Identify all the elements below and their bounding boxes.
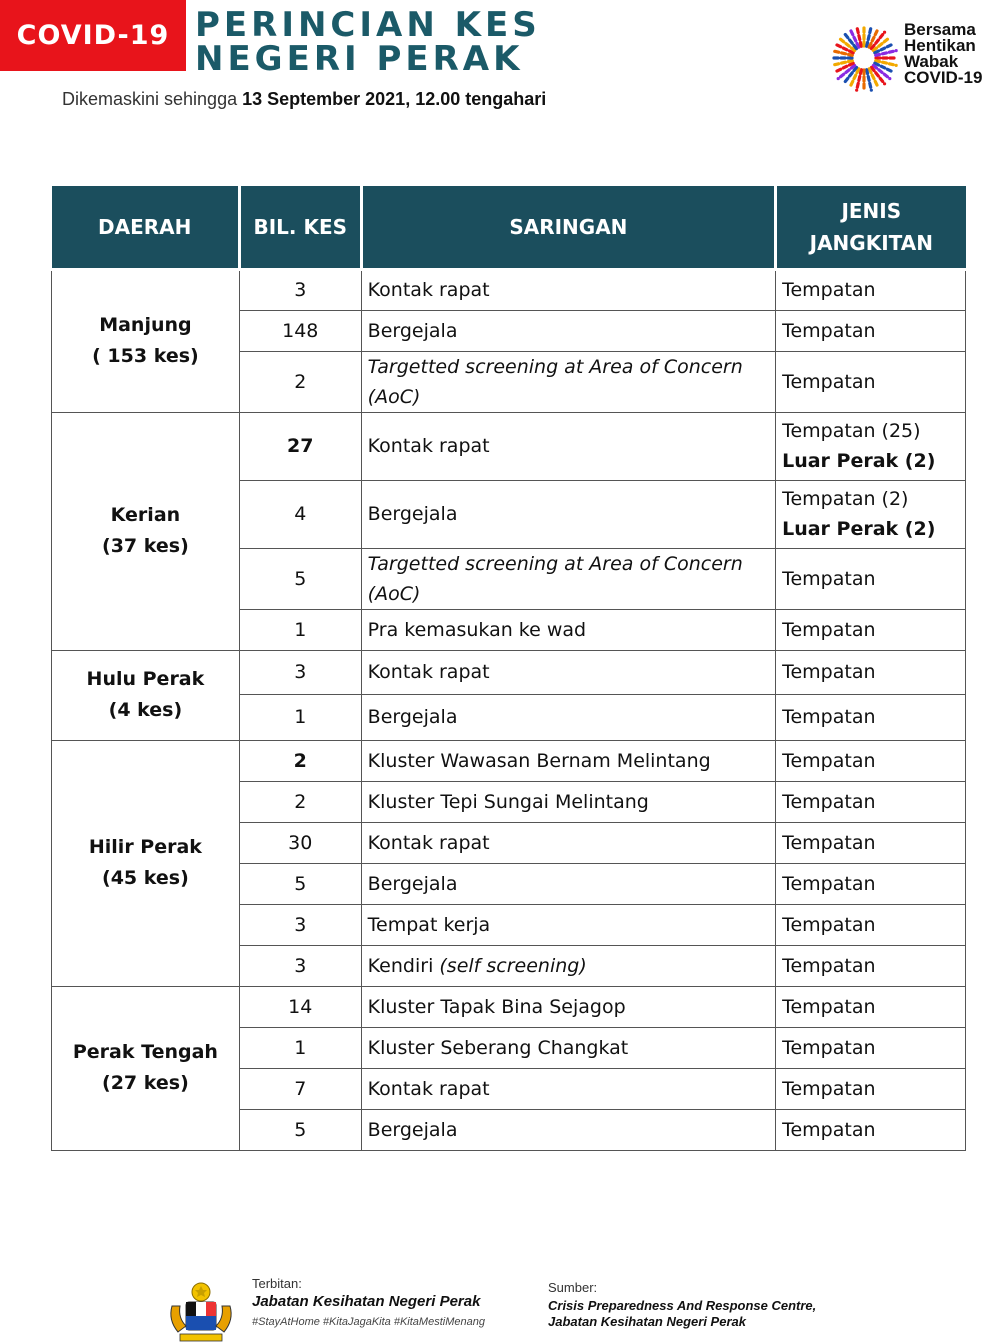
published-label: Terbitan: [252, 1276, 302, 1291]
campaign-logo [828, 18, 998, 98]
screening-type: Kontak rapat [361, 650, 775, 694]
infection-type: Tempatan [776, 269, 966, 310]
footer [0, 1268, 1008, 1344]
screening-type: Bergejala [361, 863, 775, 904]
infection-type: Tempatan [776, 822, 966, 863]
updated-prefix: Dikemaskini sehingga [62, 89, 243, 109]
page-title [195, 5, 541, 79]
logo-line-4: COVID-19 [904, 68, 983, 87]
infection-local: Tempatan (2) [782, 488, 909, 510]
district-name: Hilir Perak [88, 836, 202, 858]
case-count: 1 [239, 1027, 361, 1068]
sunburst-logo-icon [828, 18, 900, 98]
source-label: Sumber: [548, 1280, 598, 1295]
updated-date: 13 September 2021, 12.00 tengahari [242, 89, 547, 109]
case-count: 2 [239, 740, 361, 781]
infection-type: Tempatan [776, 740, 966, 781]
screening-type: Kluster Seberang Changkat [361, 1027, 775, 1068]
screening-text: Targetted screening at Area of Concern (AoC) [367, 355, 743, 408]
infection-local: Tempatan (25) [782, 420, 921, 442]
screening-type: Kluster Tapak Bina Sejagop [361, 986, 775, 1027]
case-count: 2 [239, 781, 361, 822]
case-count: 14 [239, 986, 361, 1027]
district-name: Perak Tengah [72, 1041, 218, 1063]
table-row [52, 986, 966, 1027]
case-count: 3 [239, 945, 361, 986]
screening-type: Pra kemasukan ke wad [361, 609, 775, 650]
screening-type: Kontak rapat [361, 412, 775, 480]
case-count: 3 [239, 650, 361, 694]
title-line-2: NEGERI PERAK [195, 39, 524, 79]
infection-type: Tempatan [776, 310, 966, 351]
case-count: 148 [239, 310, 361, 351]
district-name: Kerian [110, 504, 181, 526]
table-row [52, 740, 966, 781]
case-table [51, 186, 966, 1151]
screening-type: Bergejala [361, 480, 775, 548]
case-count: 1 [239, 609, 361, 650]
infection-type: Tempatan [776, 781, 966, 822]
infection-type: Tempatan [776, 694, 966, 740]
table-header-row [52, 186, 966, 269]
header-daerah: DAERAH [52, 186, 240, 269]
district-name: Hulu Perak [86, 668, 205, 690]
case-count: 5 [239, 548, 361, 609]
header-jenis: JENIS [841, 198, 902, 223]
logo-line-3: Wabak [904, 52, 959, 71]
infection-type: Tempatan [776, 945, 966, 986]
header-bil-kes: BIL. KES [239, 186, 361, 269]
infection-type: Tempatan [776, 609, 966, 650]
infection-type: Tempatan [776, 351, 966, 412]
screening-type: Kontak rapat [361, 1068, 775, 1109]
district-cell [52, 740, 240, 986]
title-line-1: PERINCIAN KES [195, 5, 541, 45]
district-count: (37 kes) [102, 535, 189, 557]
case-count: 4 [239, 480, 361, 548]
infection-type: Tempatan [776, 986, 966, 1027]
screening-type [361, 351, 775, 412]
district-count: ( 153 kes) [92, 345, 199, 367]
district-cell [52, 269, 240, 412]
district-count: (4 kes) [108, 699, 183, 721]
updated-timestamp [62, 89, 546, 110]
screening-type [361, 548, 775, 609]
header-jenis-jangkitan [776, 186, 966, 269]
table-row [52, 269, 966, 310]
case-count: 3 [239, 269, 361, 310]
infection-type: Tempatan [776, 1068, 966, 1109]
infection-type: Tempatan [776, 548, 966, 609]
case-count: 5 [239, 1109, 361, 1150]
screening-type: Bergejala [361, 694, 775, 740]
screening-type: Kluster Wawasan Bernam Melintang [361, 740, 775, 781]
case-count: 1 [239, 694, 361, 740]
case-count: 3 [239, 904, 361, 945]
source-line-1: Crisis Preparedness And Response Centre, [548, 1298, 817, 1313]
publisher-name: Jabatan Kesihatan Negeri Perak [252, 1293, 481, 1310]
screening-type: Tempat kerja [361, 904, 775, 945]
infection-type: Tempatan [776, 863, 966, 904]
screening-type: Kontak rapat [361, 269, 775, 310]
logo-line-1: Bersama [904, 20, 976, 39]
infection-type: Tempatan [776, 650, 966, 694]
infection-type [776, 412, 966, 480]
screening-type: Kontak rapat [361, 822, 775, 863]
district-count: (27 kes) [102, 1072, 189, 1094]
district-cell [52, 412, 240, 650]
district-cell [52, 650, 240, 740]
table-row [52, 412, 966, 480]
case-count: 30 [239, 822, 361, 863]
infection-type: Tempatan [776, 1109, 966, 1150]
source-line-2: Jabatan Kesihatan Negeri Perak [548, 1314, 746, 1329]
case-count: 27 [239, 412, 361, 480]
case-count: 7 [239, 1068, 361, 1109]
table-row [52, 650, 966, 694]
covid-badge: COVID-19 [0, 0, 186, 71]
infection-type: Tempatan [776, 904, 966, 945]
infection-outside: Luar Perak (2) [782, 450, 936, 472]
malaysia-crest-icon [162, 1280, 240, 1344]
screening-text: Kendiri [367, 954, 440, 977]
case-count: 2 [239, 351, 361, 412]
header-jangkitan: JANGKITAN [809, 230, 933, 255]
district-cell [52, 986, 240, 1150]
header-saringan: SARINGAN [361, 186, 775, 269]
screening-text: Targetted screening at Area of Concern (AoC) [367, 552, 743, 605]
district-count: (45 kes) [102, 867, 189, 889]
logo-text [904, 22, 982, 86]
infection-outside: Luar Perak (2) [782, 518, 936, 540]
screening-type [361, 945, 775, 986]
screening-type: Bergejala [361, 1109, 775, 1150]
screening-italic-text: (self screening) [439, 954, 587, 977]
case-count: 5 [239, 863, 361, 904]
screening-type: Bergejala [361, 310, 775, 351]
logo-line-2: Hentikan [904, 36, 976, 55]
district-name: Manjung [99, 314, 192, 336]
screening-type: Kluster Tepi Sungai Melintang [361, 781, 775, 822]
infection-type: Tempatan [776, 1027, 966, 1068]
infection-type [776, 480, 966, 548]
hashtags: #StayAtHome #KitaJagaKita #KitaMestiMenang [252, 1316, 485, 1328]
